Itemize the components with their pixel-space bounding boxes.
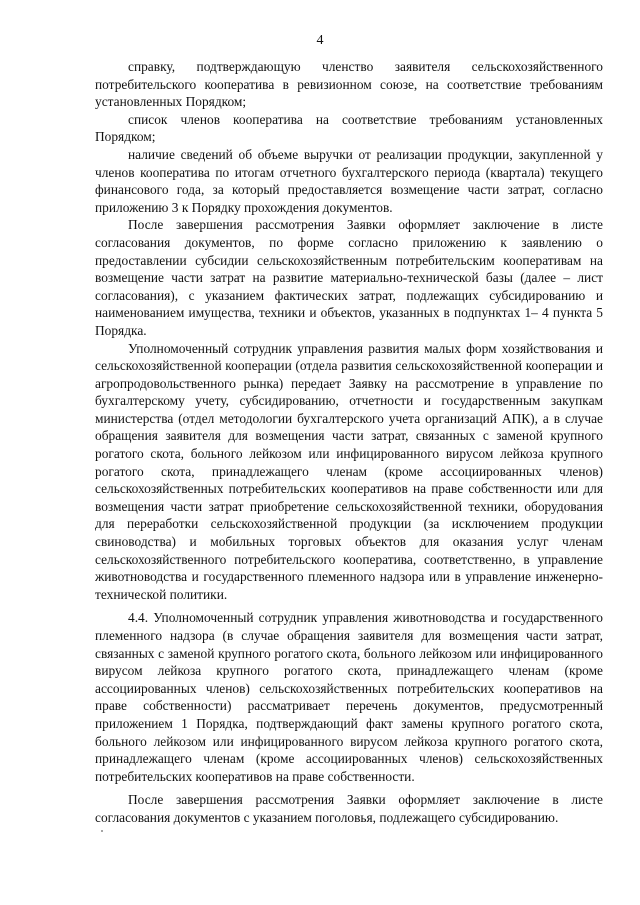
paragraph-membership-certificate: справку, подтверждающую членство заявителя сельскохозяйственного потребительского кооператива в ревизионном союзе, на соответствие требованиям установленных Порядком;	[95, 59, 603, 110]
scan-speck	[101, 830, 103, 832]
paragraph-revenue-info: наличие сведений об объеме выручки от реализации продукции, закупленной у членов кооператива по итогам отчетного бухгалтерского периода (квартала) текущего финансового года, за который предоставляется возмещение части затрат, согласно приложению 3 к Порядку прохождения документов.	[95, 146, 603, 215]
page-number: 4	[316, 33, 324, 48]
paragraph-section-4-4: 4.4. Уполномоченный сотрудник управления животноводства и государственного племенного надзора (в случае обращения заявителя для возмещения части затрат, связанных с заменой крупного рогатого скота, больного лейкозом или инфицированного вирусом лейкоза крупного рогатого скота, принадлежащего членам (кроме ассоциированных членов) сельскохозяйственных потребительских кооперативов на праве собственности) рассматривает перечень документов, предусмотренный приложением 1 Порядка, подтверждающий факт замены крупного рогатого скота, больного лейкозом или инфицированного вирусом лейкоза крупного рогатого скота, принадлежащего членам (кроме ассоциированных членов) сельскохозяйственных потребительских кооперативов на праве собственности.	[95, 610, 603, 784]
paragraph-authorized-employee: Уполномоченный сотрудник управления развития малых форм хозяйствования и сельскохозяйственной кооперации (отдела развития сельскохозяйственной кооперации и агропродовольственного рынка) передает Заявку на рассмотрение в управление по бухгалтерскому учету, субсидированию, отчетности и государственным закупкам министерства (отдел методологии бухгалтерского учета организаций АПК), а в случае обращения заявителя для возмещения части затрат, связанных с заменой крупного рогатого скота, больного лейкозом или инфицированного вирусом лейкоза крупного рогатого скота, принадлежащего членам (кроме ассоциированных членов) сельскохозяйственных потребительских кооперативов на праве собственности или для возмещения части затрат приобретение сельскохозяйственной техники, оборудования для переработки сельскохозяйственной продукции (за исключением продукции свиноводства) и мобильных торговых объектов для оказания услуг членам сельскохозяйственного потребительского кооператива, соответственно, в управление животноводства и государственного племенного надзора или в управление инженерно-технической политики.	[95, 340, 603, 602]
paragraph-livestock-conclusion: После завершения рассмотрения Заявки оформляет заключение в листе согласования документов с указанием поголовья, подлежащего субсидированию.	[95, 792, 603, 825]
document-body	[95, 58, 603, 827]
paragraph-approval-sheet: После завершения рассмотрения Заявки оформляет заключение в листе согласования документов, по форме согласно приложению к заявлению о предоставлении субсидии сельскохозяйственным потребительским кооперативам на возмещение части затрат на развитие материально-технической базы (далее – лист согласования), с указанием фактических затрат, подлежащих субсидированию и наименованием имущества, техники и объектов, указанных в подпунктах 1– 4 пункта 5 Порядка.	[95, 217, 603, 338]
paragraph-member-list: список членов кооператива на соответствие требованиям установленных Порядком;	[95, 111, 603, 145]
